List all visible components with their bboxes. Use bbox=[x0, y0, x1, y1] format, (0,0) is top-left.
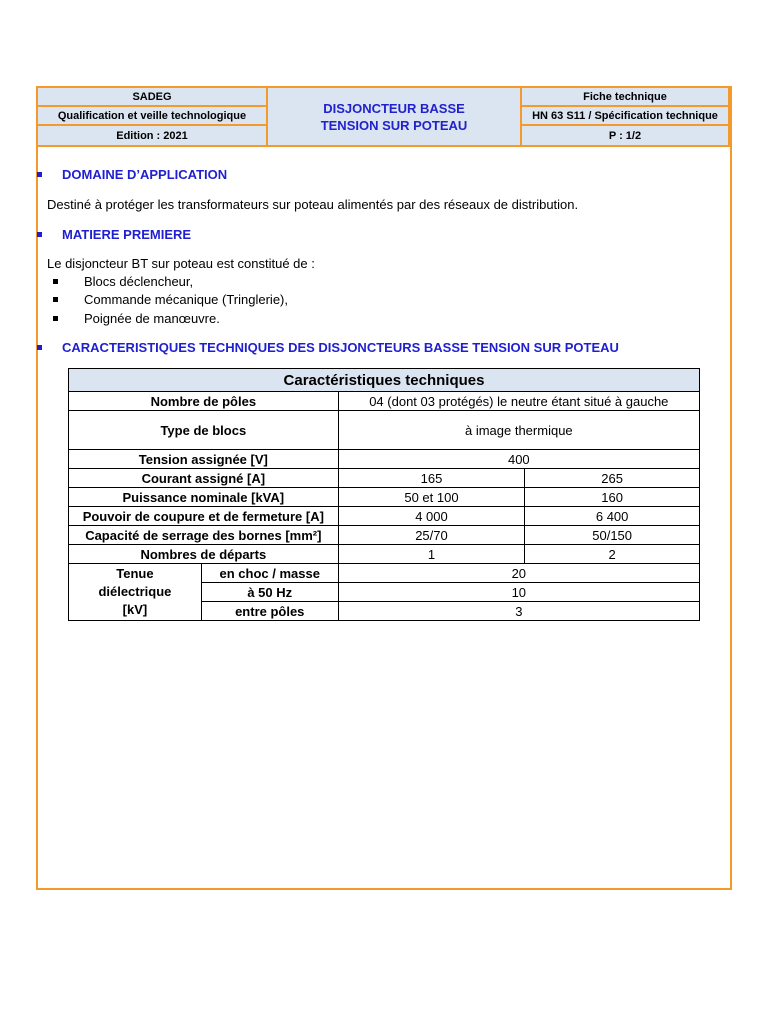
table-cell-label: Nombres de départs bbox=[69, 545, 339, 564]
table-cell-value: 165 bbox=[338, 469, 525, 488]
tech-table bbox=[68, 368, 700, 621]
table-cell-value: 25/70 bbox=[338, 526, 525, 545]
table-row bbox=[69, 526, 700, 545]
header-page: P : 1/2 bbox=[520, 124, 730, 147]
table-cell-label: à 50 Hz bbox=[201, 583, 338, 602]
header-org: SADEG bbox=[36, 86, 268, 107]
list-bullet bbox=[53, 279, 58, 284]
header-reference: HN 63 S11 / Spécification technique bbox=[520, 105, 730, 126]
table-cell-value: 3 bbox=[338, 602, 699, 621]
table-row bbox=[69, 392, 700, 411]
table-cell-label: en choc / masse bbox=[201, 564, 338, 583]
header-title: DISJONCTEUR BASSE TENSION SUR POTEAU bbox=[266, 86, 522, 147]
table-row bbox=[69, 545, 700, 564]
table-row bbox=[69, 564, 700, 583]
section-bullet bbox=[37, 345, 42, 350]
table-cell-label: Capacité de serrage des bornes [mm²] bbox=[69, 526, 339, 545]
section-bullet bbox=[37, 172, 42, 177]
table-row bbox=[69, 469, 700, 488]
table-title: Caractéristiques techniques bbox=[69, 369, 700, 392]
list-bullet bbox=[53, 316, 58, 321]
table-cell-value: 4 000 bbox=[338, 507, 525, 526]
header-dept: Qualification et veille technologique bbox=[36, 105, 268, 126]
table-cell-label: entre pôles bbox=[201, 602, 338, 621]
tenue-label-line: Tenue bbox=[116, 566, 154, 581]
table-row bbox=[69, 507, 700, 526]
table-cell-tenue bbox=[69, 564, 202, 621]
table-row bbox=[69, 369, 700, 392]
list-bullet bbox=[53, 297, 58, 302]
matiere-intro: Le disjoncteur BT sur poteau est constitué de : bbox=[47, 256, 315, 271]
table-cell-value: 50/150 bbox=[525, 526, 700, 545]
domaine-text: Destiné à protéger les transformateurs sur poteau alimentés par des réseaux de distribution. bbox=[47, 197, 579, 212]
header-doc-type: Fiche technique bbox=[520, 86, 730, 107]
table-cell-value: 20 bbox=[338, 564, 699, 583]
table-row bbox=[69, 411, 700, 450]
table-cell-value: à image thermique bbox=[338, 411, 699, 450]
table-cell-value: 10 bbox=[338, 583, 699, 602]
list-item: Poignée de manœuvre. bbox=[84, 311, 220, 326]
table-cell-value: 265 bbox=[525, 469, 700, 488]
section-heading-caracteristiques: CARACTERISTIQUES TECHNIQUES DES DISJONCTEURS BASSE TENSION SUR POTEAU bbox=[62, 340, 619, 355]
section-bullet bbox=[37, 232, 42, 237]
table-cell-label: Pouvoir de coupure et de fermeture [A] bbox=[69, 507, 339, 526]
table-cell-value: 6 400 bbox=[525, 507, 700, 526]
table-cell-value: 04 (dont 03 protégés) le neutre étant situé à gauche bbox=[338, 392, 699, 411]
tenue-label-line: diélectrique bbox=[98, 584, 172, 599]
table-cell-label: Courant assigné [A] bbox=[69, 469, 339, 488]
header-edition: Edition : 2021 bbox=[36, 124, 268, 147]
section-heading-domaine: DOMAINE D’APPLICATION bbox=[62, 167, 228, 182]
tenue-label-line: [kV] bbox=[122, 602, 148, 617]
table-cell-value: 2 bbox=[525, 545, 700, 564]
table-row bbox=[69, 450, 700, 469]
table-cell-label: Nombre de pôles bbox=[69, 392, 339, 411]
table-cell-label: Tension assignée [V] bbox=[69, 450, 339, 469]
list-item: Commande mécanique (Tringlerie), bbox=[84, 292, 288, 307]
table-cell-value: 50 et 100 bbox=[338, 488, 525, 507]
table-cell-value: 1 bbox=[338, 545, 525, 564]
list-item: Blocs déclencheur, bbox=[84, 274, 194, 289]
table-cell-value: 400 bbox=[338, 450, 699, 469]
section-heading-matiere: MATIERE PREMIERE bbox=[62, 227, 192, 242]
table-cell-label: Puissance nominale [kVA] bbox=[69, 488, 339, 507]
table-row bbox=[69, 488, 700, 507]
table-cell-value: 160 bbox=[525, 488, 700, 507]
table-cell-label: Type de blocs bbox=[69, 411, 339, 450]
